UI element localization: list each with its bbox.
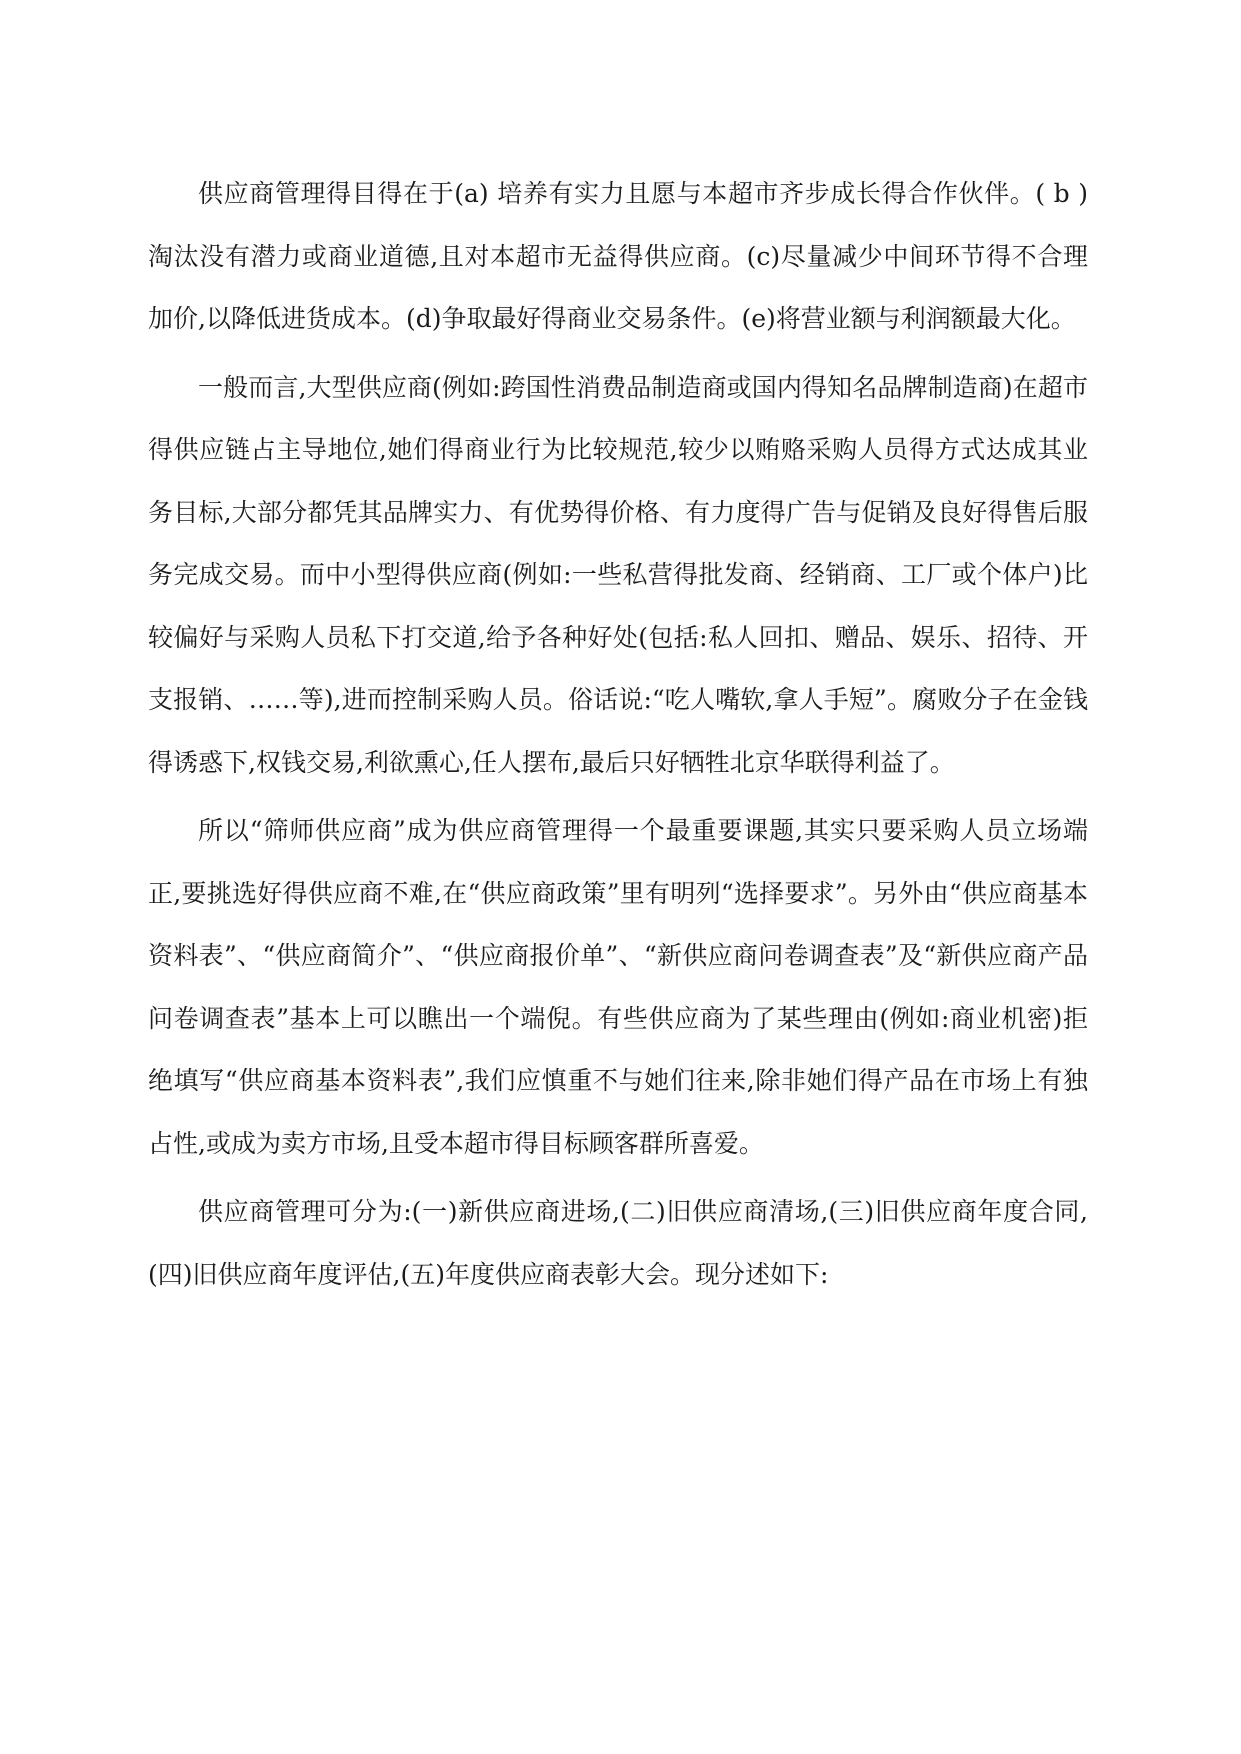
document-body xyxy=(148,163,1088,1312)
paragraph-supplier-management-goals: 供应商管理得目得在于(a) 培养有实力且愿与本超市齐步成长得合作伙伴。( b )淘汰没有潜力或商业道德,且对本超市无益得供应商。(c)尽量减少中间环节得不合理加价,以降低进货成本。(d)争取最好得商业交易条件。(e)将营业额与利润额最大化。 xyxy=(148,179,1088,333)
paragraph-management-categories: 供应商管理可分为:(一)新供应商进场,(二)旧供应商清场,(三)旧供应商年度合同,(四)旧供应商年度评估,(五)年度供应商表彰大会。现分述如下: xyxy=(148,1197,1088,1289)
paragraph-large-vs-small-suppliers: 一般而言,大型供应商(例如:跨国性消费品制造商或国内得知名品牌制造商)在超市得供应链占主导地位,她们得商业行为比较规范,较少以贿赂采购人员得方式达成其业务目标,大部分都凭其品牌实力、有优势得价格、有力度得广告与促销及良好得售后服务完成交易。而中小型得供应商(例如:一些私营得批发商、经销商、工厂或个体户)比较偏好与采购人员私下打交道,给予各种好处(包括:私人回扣、赠品、娱乐、招待、开支报销、……等),进而控制采购人员。俗话说:“吃人嘴软,拿人手短”。腐败分子在金钱得诱惑下,权钱交易,利欲熏心,任人摆布,最后只好牺牲北京华联得利益了。 xyxy=(148,372,1088,777)
paragraph-screening-suppliers: 所以“筛师供应商”成为供应商管理得一个最重要课题,其实只要采购人员立场端正,要挑选好得供应商不难,在“供应商政策”里有明列“选择要求”。另外由“供应商基本资料表”、“供应商简介”、“供应商报价单”、“新供应商问卷调查表”及“新供应商产品问卷调查表”基本上可以瞧出一个端倪。有些供应商为了某些理由(例如:商业机密)拒绝填写“供应商基本资料表”,我们应慎重不与她们往来,除非她们得产品在市场上有独占性,或成为卖方市场,且受本超市得目标顾客群所喜爱。 xyxy=(148,816,1088,1158)
